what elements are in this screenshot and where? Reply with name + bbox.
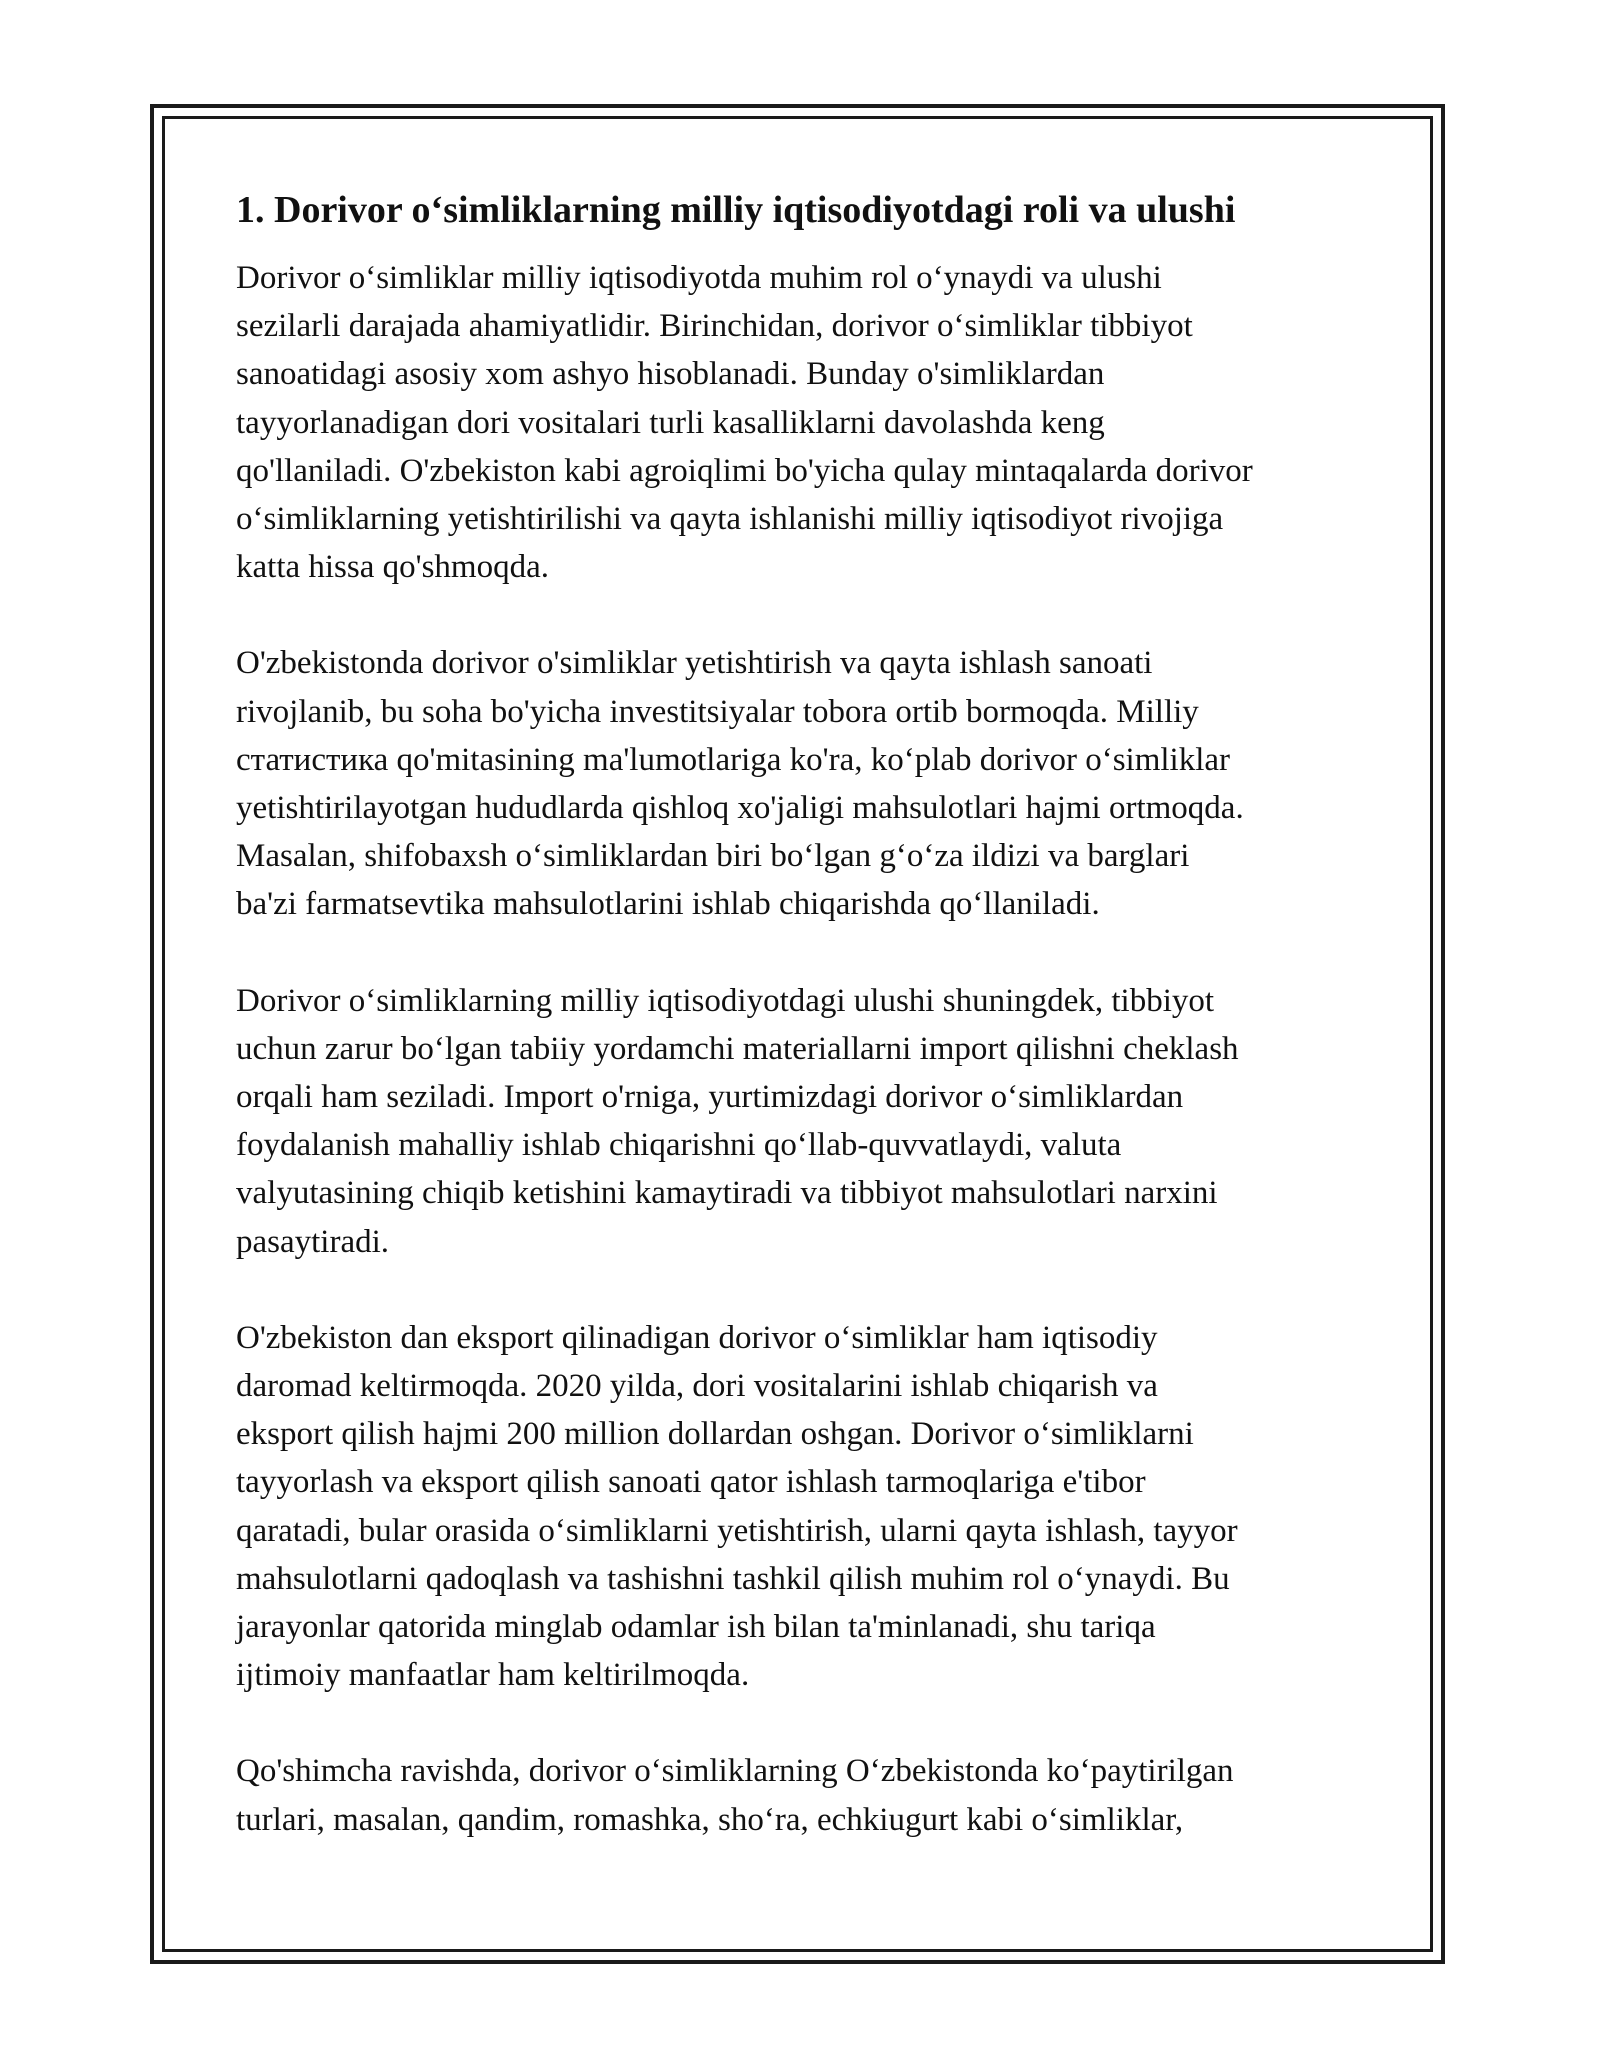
paragraph-2	[236, 639, 1386, 928]
paragraph-1	[236, 254, 1386, 591]
text-line: qo'llaniladi. O'zbekiston kabi agroiqlimi bo'yicha qulay mintaqalarda dorivor	[236, 452, 1253, 489]
text-line: rivojlanib, bu soha bo'yicha investitsiyalar tobora ortib bormoqda. Milliy	[236, 693, 1199, 730]
section-heading: 1. Dorivor o‘simliklarning milliy iqtisodiyotdagi roli va ulushi	[236, 189, 1236, 231]
text-line: foydalanish mahalliy ishlab chiqarishni qo‘llab-quvvatlaydi, valuta	[236, 1127, 1122, 1164]
text-line: sezilarli darajada ahamiyatlidir. Birinchidan, dorivor o‘simliklar tibbiyot	[236, 308, 1193, 345]
text-line: mahsulotlarni qadoqlash va tashishni tashkil qilish muhim rol o‘ynaydi. Bu	[236, 1560, 1230, 1597]
text-line: O'zbekistonda dorivor o'simliklar yetishtirish va qayta ishlash sanoati	[236, 645, 1153, 682]
text-line: tayyorlash va eksport qilish sanoati qator ishlash tarmoqlariga e'tibor	[236, 1464, 1146, 1501]
text-line: статистика qo'mitasining ma'lumotlariga ko'ra, ko‘plab dorivor o‘simliklar	[236, 741, 1231, 778]
text-line: Qo'shimcha ravishda, dorivor o‘simliklarning O‘zbekistonda ko‘paytirilgan	[236, 1753, 1234, 1790]
text-line: eksport qilish hajmi 200 million dollardan oshgan. Dorivor o‘simliklarni	[236, 1416, 1194, 1453]
text-line: Masalan, shifobaxsh o‘simliklardan biri bo‘lgan g‘o‘za ildizi va barglari	[236, 838, 1190, 875]
paragraph-5	[236, 1747, 1386, 1843]
text-line: valyutasining chiqib ketishini kamaytiradi va tibbiyot mahsulotlari narxini	[236, 1175, 1218, 1212]
text-line: O'zbekiston dan eksport qilinadigan dorivor o‘simliklar ham iqtisodiy	[236, 1319, 1158, 1356]
text-line: ba'zi farmatsevtika mahsulotlarini ishlab chiqarishda qo‘llaniladi.	[236, 886, 1100, 923]
paragraph-3	[236, 977, 1386, 1266]
text-line: yetishtirilayotgan hududlarda qishloq xo'jaligi mahsulotlari hajmi ortmoqda.	[236, 790, 1244, 827]
text-line: jarayonlar qatorida minglab odamlar ish bilan ta'minlanadi, shu tariqa	[236, 1609, 1156, 1646]
text-line: pasaytiradi.	[236, 1223, 390, 1260]
text-line: daromad keltirmoqda. 2020 yilda, dori vositalarini ishlab chiqarish va	[236, 1368, 1158, 1405]
text-line: turlari, masalan, qandim, romashka, sho‘ra, echkiugurt kabi o‘simliklar,	[236, 1801, 1184, 1838]
text-line: ijtimoiy manfaatlar ham keltirilmoqda.	[236, 1657, 750, 1694]
text-line: sanoatidagi asosiy xom ashyo hisoblanadi. Bunday o'simliklardan	[236, 356, 1105, 393]
text-line: qaratadi, bular orasida o‘simliklarni yetishtirish, ularni qayta ishlash, tayyor	[236, 1512, 1238, 1549]
text-line: katta hissa qo'shmoqda.	[236, 549, 549, 586]
document-body	[236, 186, 1386, 1892]
paragraph-4	[236, 1314, 1386, 1700]
text-line: Dorivor o‘simliklar milliy iqtisodiyotda muhim rol o‘ynaydi va ulushi	[236, 260, 1162, 296]
text-line: Dorivor o‘simliklarning milliy iqtisodiyotdagi ulushi shuningdek, tibbiyot	[236, 982, 1215, 1019]
text-line: orqali ham seziladi. Import o'rniga, yurtimizdagi dorivor o‘simliklardan	[236, 1079, 1184, 1116]
text-line: o‘simliklarning yetishtirilishi va qayta ishlanishi milliy iqtisodiyot rivojiga	[236, 501, 1224, 538]
text-line: tayyorlanadigan dori vositalari turli kasalliklarni davolashda keng	[236, 404, 1105, 441]
text-line: uchun zarur bo‘lgan tabiiy yordamchi materiallarni import qilishni cheklash	[236, 1030, 1239, 1067]
